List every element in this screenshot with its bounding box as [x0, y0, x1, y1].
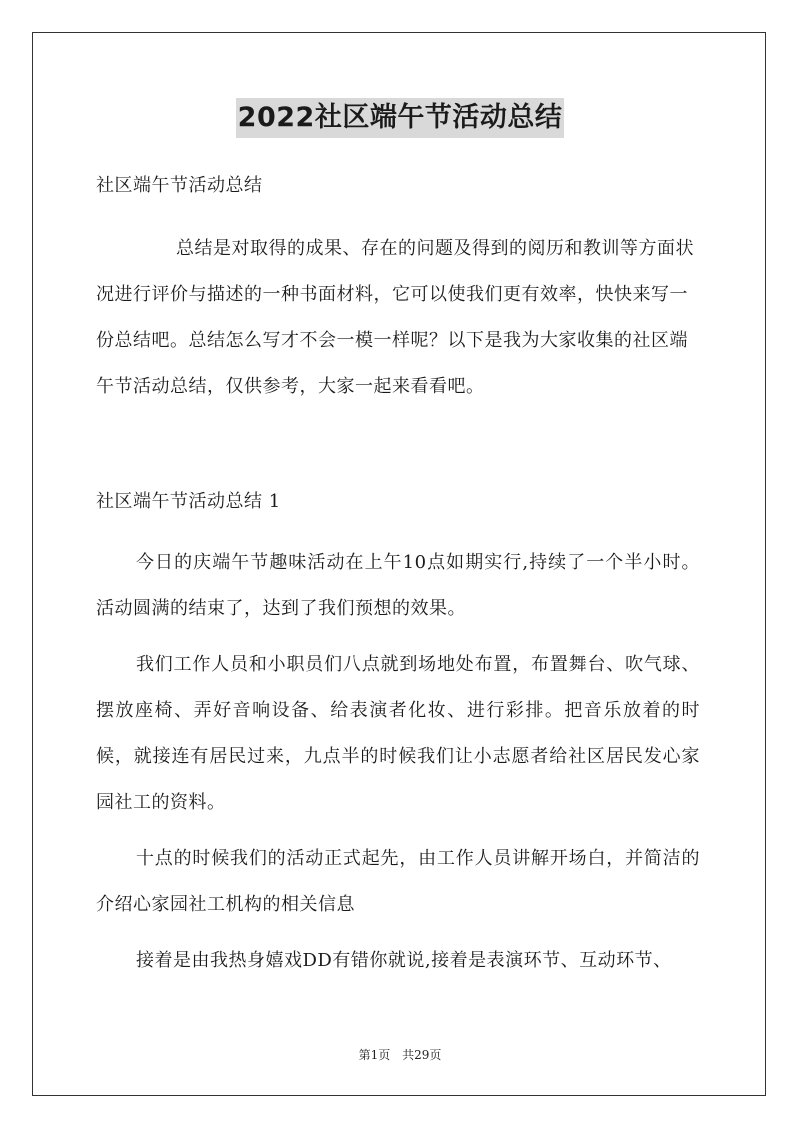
page-number: 第1页 — [358, 1048, 391, 1062]
body-paragraph: 我们工作人员和小职员们八点就到场地处布置，布置舞台、吹气球、摆放座椅、弄好音响设备、给表演者化妆、进行彩排。把音乐放着的时候，就接连有居民过来，九点半的时候我们让小志愿者给社区居民发心家园社工的资料。 — [96, 654, 700, 813]
body-paragraph: 十点的时候我们的活动正式起先，由工作人员讲解开场白，并简洁的介绍心家园社工机构的相关信息 — [96, 848, 700, 915]
body-paragraph: 接着是由我热身嬉戏DD有错你就说,接着是表演环节、互动环节、 — [136, 950, 672, 971]
section-body — [96, 540, 700, 994]
title-container — [0, 98, 800, 138]
document-subheading: 社区端午节活动总结 — [96, 175, 263, 196]
intro-paragraph: 总结是对取得的成果、存在的问题及得到的阅历和教训等方面状况进行评价与描述的一种书面材料，它可以使我们更有效率，快快来写一份总结吧。总结怎么写才不会一模一样呢？以下是我为大家收集的社区端午节活动总结，仅供参考，大家一起来看看吧。 — [96, 238, 694, 397]
section-heading-1: 社区端午节活动总结 1 — [96, 491, 281, 512]
body-paragraph: 今日的庆端午节趣味活动在上午10点如期实行,持续了一个半小时。活动圆满的结束了，达到了我们预想的效果。 — [96, 552, 700, 619]
document-title: 2022社区端午节活动总结 — [236, 98, 565, 138]
page-footer — [0, 1046, 800, 1063]
page-total: 共29页 — [402, 1048, 442, 1062]
